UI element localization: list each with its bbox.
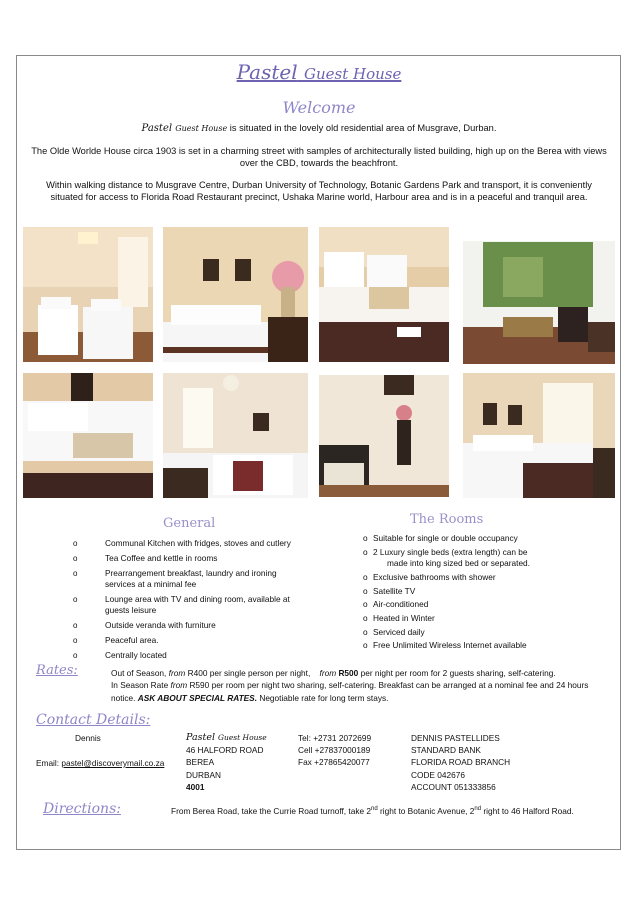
- list-item: o Suitable for single or double occupancy: [363, 533, 518, 543]
- bullet: o: [363, 572, 368, 583]
- general-list: [73, 538, 298, 665]
- intro-brand: Pastel Guest House: [141, 123, 228, 134]
- contact-name: Dennis: [75, 733, 101, 743]
- bullet: o: [363, 585, 368, 596]
- rooms-list: [363, 533, 613, 654]
- address-city: DURBAN: [186, 769, 222, 780]
- bullet: o: [73, 636, 78, 645]
- veranda-photo: [463, 227, 615, 364]
- directions-text: From Berea Road, take the Currie Road turnoff, take 2nd right to Botanic Avenue, 2nd right to 46 Halford Road.: [171, 806, 574, 816]
- bed-tea-tray-photo: [23, 373, 153, 498]
- address-suburb: BEREA: [186, 757, 215, 768]
- bullet: o: [73, 595, 78, 604]
- email-link[interactable]: pastel@discoverymail.co.za: [61, 758, 165, 768]
- double-bedroom-photo: [163, 227, 308, 362]
- bullet: o: [73, 651, 78, 660]
- bullet: o: [73, 569, 78, 578]
- title-brand-sub: Guest House: [304, 65, 402, 83]
- bank-name: STANDARD BANK: [411, 745, 481, 756]
- contact-label: Contact Details:: [36, 712, 151, 728]
- list-item: o Outside veranda with furniture: [73, 620, 216, 630]
- list-item-continuation: made into king sized bed or separated.: [387, 558, 530, 569]
- contact-address: [186, 732, 267, 793]
- list-item: o Communal Kitchen with fridges, stoves and cutlery: [73, 538, 291, 548]
- bullet: o: [363, 640, 368, 651]
- list-item: o Lounge area with TV and dining room, available at guests leisure: [73, 594, 290, 615]
- list-item: o Heated in Winter: [363, 612, 435, 623]
- contact-phones: [298, 732, 371, 769]
- bank-account-number: ACCOUNT 051333856: [411, 781, 496, 792]
- address-code: 4001: [186, 781, 205, 792]
- list-item: o Tea Coffee and kettle in rooms: [73, 553, 218, 563]
- list-item: o Exclusive bathrooms with shower: [363, 572, 496, 583]
- bullet: o: [363, 599, 368, 610]
- list-item: o Peaceful area.: [73, 635, 159, 645]
- list-item: o Air-conditioned: [363, 599, 429, 610]
- list-item: o Prearrangement breakfast, laundry and ironing services at a minimal fee: [73, 568, 277, 589]
- title-brand-main: Pastel: [236, 60, 298, 84]
- breakfast-tray-bed-photo: [319, 227, 449, 362]
- intro-para-1: [30, 122, 608, 136]
- bank-code: CODE 042676: [411, 769, 465, 780]
- twin-bedroom-photo: [23, 227, 153, 362]
- rates-text: [111, 667, 601, 704]
- rates-label: Rates:: [36, 663, 78, 678]
- bank-account-name: DENNIS PASTELLIDES: [411, 733, 500, 743]
- page-title: [0, 60, 638, 84]
- contact-email: Email: pastel@discoverymail.co.za: [36, 758, 165, 768]
- phone-fax: Fax +27865420077: [298, 757, 370, 768]
- list-item: o Free Unlimited Wireless Internet available: [363, 640, 527, 651]
- bank-branch: FLORIDA ROAD BRANCH: [411, 757, 511, 768]
- intro-para-3: Within walking distance to Musgrave Centre, Durban University of Technology, Botanic Gardens Park and transport, it is conveniently situated for access to Florida Road Restaurant precinct, Ushaka Marine world, Harbour area and is in a peaceful and tranquil area.: [46, 179, 592, 202]
- bullet: o: [73, 554, 78, 563]
- address-brand: Pastel Guest House: [186, 732, 267, 743]
- bullet: o: [73, 539, 78, 548]
- list-item: o Centrally located: [73, 650, 167, 660]
- list-item: o 2 Luxury single beds (extra length) can be: [363, 546, 528, 557]
- list-item: o Serviced daily: [363, 626, 425, 637]
- directions-label: Directions:: [43, 801, 121, 817]
- rooms-heading: The Rooms: [410, 512, 484, 527]
- chandelier-bedroom-photo: [163, 373, 308, 498]
- phone-tel: Tel: +2731 2072699: [298, 733, 372, 743]
- hallway-chair-photo: [319, 375, 449, 497]
- rates-line-2: In Season Rate from R590 per room per night two sharing, self-catering. Breakfast can be arranged at a nominal fee and 24 hours notice. ASK ABOUT SPECIAL RATES. Negotiable rate for long term stays.: [111, 680, 589, 703]
- contact-bank: [411, 732, 510, 793]
- intro-para-2: The Olde Worlde House circa 1903 is set in a charming street with samples of architecturally listed building, high up on the Berea with views over the CBD, towards the beachfront.: [31, 145, 607, 168]
- bullet: o: [363, 612, 368, 623]
- bright-bedroom-photo: [463, 373, 615, 498]
- intro-line-1: is situated in the lovely old residential area of Musgrave, Durban.: [229, 123, 497, 133]
- bullet: o: [73, 621, 78, 630]
- address-street: 46 HALFORD ROAD: [186, 745, 264, 756]
- bullet: o: [363, 533, 368, 543]
- phone-cell: Cell +27837000189: [298, 745, 371, 756]
- bullet: o: [363, 546, 368, 557]
- general-heading: General: [163, 516, 216, 531]
- list-item: o Satellite TV: [363, 585, 416, 596]
- bullet: o: [363, 626, 368, 637]
- intro-text: [30, 122, 608, 213]
- rates-line-1: Out of Season, from R400 per single person per night, from R500 per night per room for 2 guests sharing, self-catering.: [111, 668, 556, 678]
- welcome-heading: Welcome: [282, 98, 356, 117]
